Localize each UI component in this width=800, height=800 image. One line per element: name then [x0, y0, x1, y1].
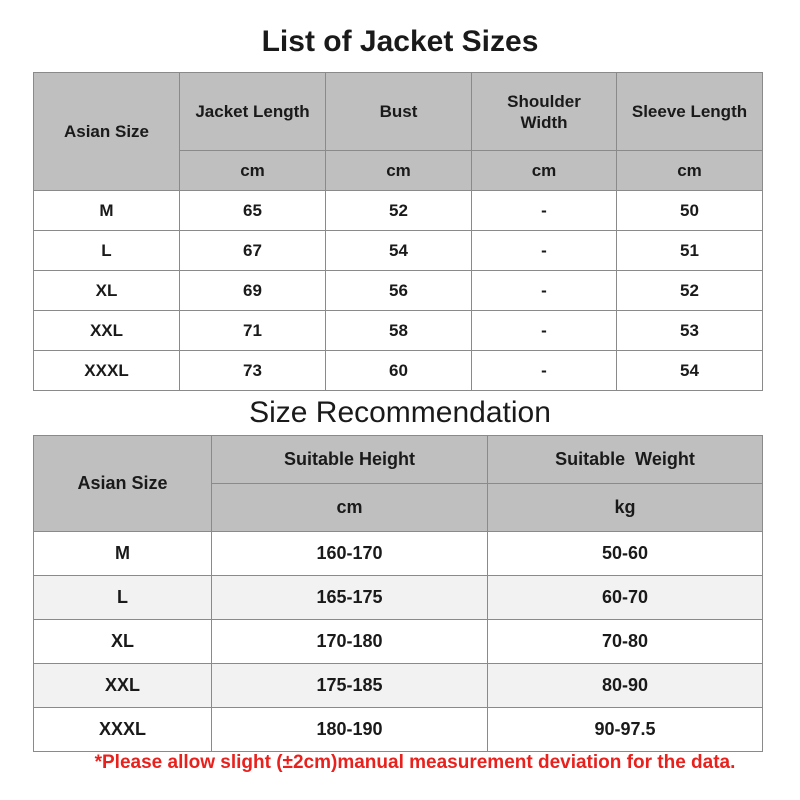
- table-cell: 90-97.5: [488, 708, 763, 752]
- table-cell: 170-180: [212, 620, 488, 664]
- table-header-row: [34, 436, 763, 484]
- size-cell: XXL: [34, 664, 212, 708]
- table-row: [34, 664, 763, 708]
- size-column-header: Asian Size: [34, 73, 180, 191]
- table-cell: 53: [617, 311, 763, 351]
- size-cell: XL: [34, 271, 180, 311]
- table-cell: 80-90: [488, 664, 763, 708]
- table-cell: 67: [180, 231, 326, 271]
- table-cell: 73: [180, 351, 326, 391]
- table-cell: 52: [326, 191, 472, 231]
- table-cell: 50: [617, 191, 763, 231]
- column-header-jacket-length: Jacket Length: [180, 73, 326, 151]
- table-cell: -: [472, 231, 617, 271]
- size-recommendation-title: Size Recommendation: [249, 396, 551, 429]
- column-header-bust: Bust: [326, 73, 472, 151]
- table-row: [34, 532, 763, 576]
- jacket-sizes-title: List of Jacket Sizes: [261, 25, 539, 58]
- table-cell: 165-175: [212, 576, 488, 620]
- table-cell: 54: [617, 351, 763, 391]
- size-cell: XXL: [34, 311, 180, 351]
- table-row: [34, 311, 763, 351]
- size-cell: XXXL: [34, 351, 180, 391]
- table-cell: 65: [180, 191, 326, 231]
- table-cell: 60: [326, 351, 472, 391]
- table-cell: 71: [180, 311, 326, 351]
- table-cell: 52: [617, 271, 763, 311]
- table-cell: -: [472, 311, 617, 351]
- table-cell: -: [472, 271, 617, 311]
- size-cell: L: [34, 576, 212, 620]
- unit-cell: cm: [326, 151, 472, 191]
- table-row: [34, 191, 763, 231]
- table-row: [34, 271, 763, 311]
- size-cell: M: [34, 191, 180, 231]
- table-cell: 160-170: [212, 532, 488, 576]
- unit-cell: cm: [617, 151, 763, 191]
- table-header-row: [34, 73, 763, 151]
- size-cell: M: [34, 532, 212, 576]
- table-cell: 56: [326, 271, 472, 311]
- size-column-header: Asian Size: [34, 436, 212, 532]
- table-row: [34, 576, 763, 620]
- size-cell: XXXL: [34, 708, 212, 752]
- measurement-deviation-note: *Please allow slight (±2cm)manual measurement deviation for the data.: [94, 752, 736, 773]
- table-cell: 175-185: [212, 664, 488, 708]
- unit-cell: cm: [212, 484, 488, 532]
- column-header-suitable-height: Suitable Height: [212, 436, 488, 484]
- column-header-sleeve-length: Sleeve Length: [617, 73, 763, 151]
- table-row: [34, 231, 763, 271]
- column-header-shoulder-width: Shoulder Width: [472, 73, 617, 151]
- table-cell: 58: [326, 311, 472, 351]
- size-cell: XL: [34, 620, 212, 664]
- size-cell: L: [34, 231, 180, 271]
- table-cell: -: [472, 191, 617, 231]
- column-header-suitable-weight: Suitable Weight: [488, 436, 763, 484]
- unit-cell: cm: [472, 151, 617, 191]
- table-cell: 60-70: [488, 576, 763, 620]
- unit-cell: kg: [488, 484, 763, 532]
- jacket-size-table: [33, 72, 763, 391]
- table-cell: 54: [326, 231, 472, 271]
- table-cell: 50-60: [488, 532, 763, 576]
- table-cell: 51: [617, 231, 763, 271]
- table-cell: -: [472, 351, 617, 391]
- table-row: [34, 708, 763, 752]
- table-cell: 70-80: [488, 620, 763, 664]
- unit-cell: cm: [180, 151, 326, 191]
- table-row: [34, 620, 763, 664]
- table-cell: 69: [180, 271, 326, 311]
- table-row: [34, 351, 763, 391]
- size-recommendation-table: [33, 435, 763, 752]
- table-cell: 180-190: [212, 708, 488, 752]
